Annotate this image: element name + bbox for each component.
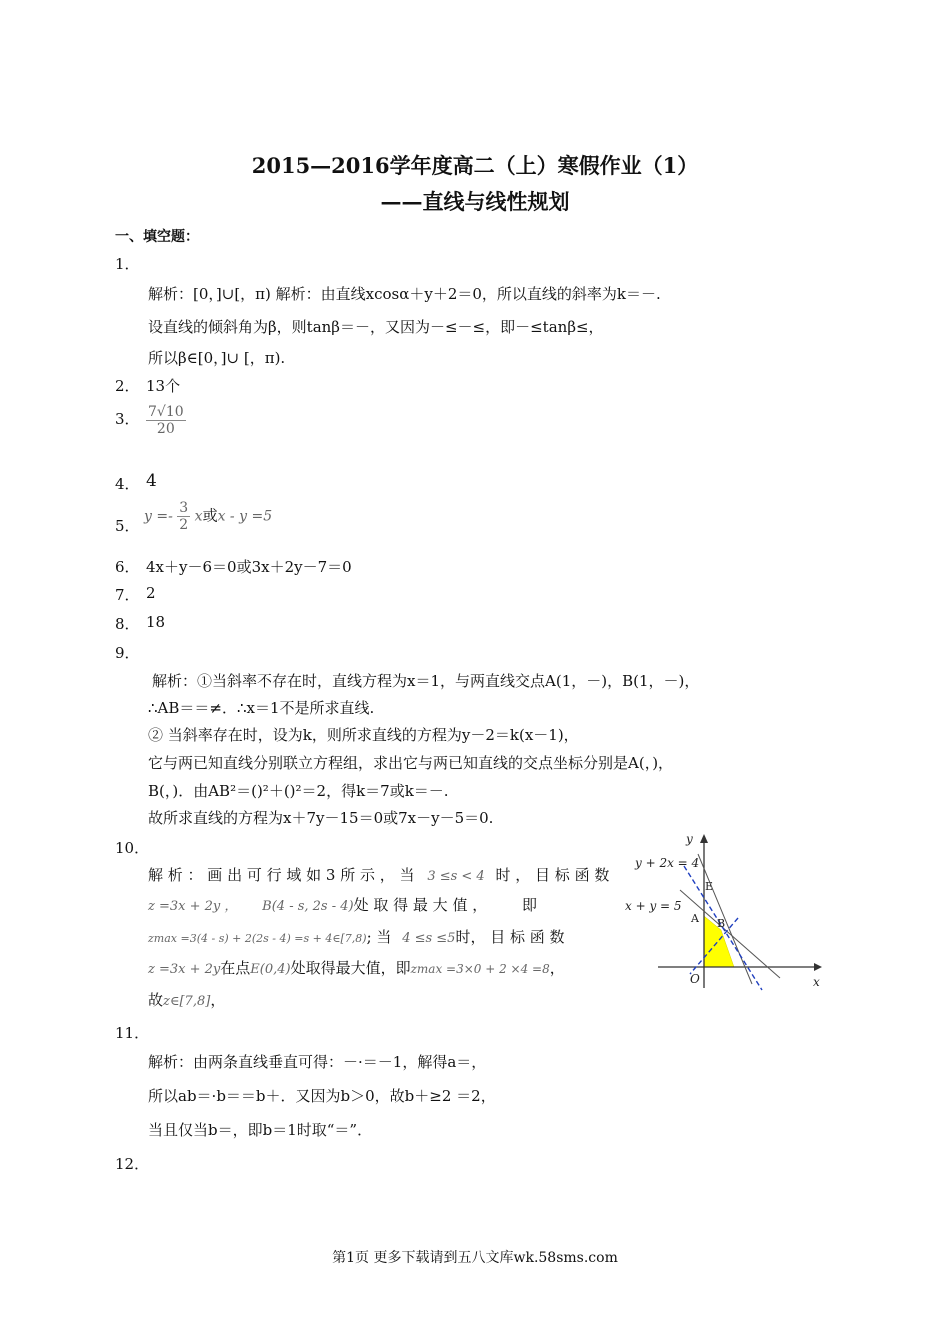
item-number: 6． <box>115 558 140 576</box>
item-number: 1． <box>115 255 140 273</box>
math-run: 3 ≤s < 4 <box>427 869 485 884</box>
page-footer: 第1页 更多下载请到五八文库wk.58sms.com <box>332 1250 618 1266</box>
item-9-line-4: 它与两已知直线分别联立方程组，求出它与两已知直线的交点坐标分别是A(，)， <box>148 754 674 772</box>
math-run: z =3x + 2y <box>148 962 221 977</box>
item-7-answer: 2 <box>146 584 156 602</box>
math-run: B(4 - s, 2s - 4) <box>262 899 354 914</box>
item-11-line-2: 所以ab＝·b＝＝b＋．又因为b＞0，故b＋≥2 ＝2， <box>148 1087 496 1105</box>
x-axis-arrow-icon <box>814 963 822 971</box>
math-run: z =3x + 2y ， <box>148 899 238 914</box>
fraction-denominator: 2 <box>179 517 189 534</box>
item-8-answer: 18 <box>146 613 166 631</box>
feasible-region-figure <box>620 826 830 998</box>
text-run: 解 析 ： 画 出 可 行 域 如 3 所 示 ， 当 <box>148 866 415 884</box>
item-6-answer: 4x＋y－6＝0或3x＋2y－7＝0 <box>146 558 352 576</box>
text-run: 故 <box>148 991 164 1009</box>
math-run: 4 ≤s ≤5 <box>402 931 456 946</box>
item-number: 10． <box>115 839 150 857</box>
item-10-line-4 <box>148 957 565 978</box>
equation-part: x <box>194 508 203 525</box>
item-10-line-2 <box>148 894 537 915</box>
item-10-line-1 <box>148 864 609 885</box>
y-axis-arrow-icon <box>700 834 708 843</box>
text-run: ， <box>549 959 565 977</box>
item-10-line-5 <box>148 989 225 1010</box>
item-number: 2． <box>115 377 140 395</box>
math-run: zmax =3×0 + 2 ×4 =8 <box>410 962 550 976</box>
item-11-line-3: 当且仅当b＝，即b＝1时取“＝”． <box>148 1121 373 1139</box>
point-a-label: A <box>691 912 699 925</box>
conjunction: 或 <box>202 506 218 525</box>
item-9-line-2: ∴AB＝＝≠．∴x＝1不是所求直线. <box>148 699 375 717</box>
item-9-line-3: ② 当斜率存在时，设为k，则所求直线的方程为y－2＝k(x－1)， <box>148 726 579 744</box>
point-b-label: B <box>717 917 726 930</box>
item-9-line-6: 故所求直线的方程为x＋7y－15＝0或7x－y－5＝0. <box>148 809 494 827</box>
item-11-line-1: 解析：由两条直线垂直可得：－·＝－1，解得a＝， <box>148 1053 487 1071</box>
text-run: 处 取 得 最 大 值 ， <box>353 896 488 914</box>
text-run: 时 ， 目 标 函 数 <box>495 866 610 884</box>
text-run: 在点 <box>220 959 251 977</box>
document-title: 2015—2016学年度高二（上）寒假作业（1） <box>251 153 699 178</box>
item-1-line-1: 解析：[0，]∪[，π) 解析：由直线xcosα＋y＋2＝0，所以直线的斜率为k＝－. <box>148 285 661 303</box>
item-1-line-2: 设直线的倾斜角为β，则tanβ＝－，又因为－≤－≤，即－≤tanβ≤， <box>148 318 604 336</box>
equation-part: y =- <box>144 508 173 525</box>
item-5-answer <box>144 500 272 533</box>
item-number: 8． <box>115 615 140 633</box>
document-subtitle: ——直线与线性规划 <box>380 189 570 214</box>
text-run: ， <box>210 991 226 1009</box>
fraction-numerator: 7√10 <box>148 404 184 420</box>
item-number: 12． <box>115 1155 150 1173</box>
section-heading: 一、填空题： <box>115 229 199 245</box>
line-label-2: x + y = 5 <box>625 899 682 913</box>
fraction-denominator: 20 <box>156 421 175 438</box>
item-9-line-1: 解析：①当斜率不存在时，直线方程为x＝1，与两直线交点A(1，－)，B(1，－)， <box>152 672 700 690</box>
text-run: 处取得最大值，即 <box>290 959 411 977</box>
y-axis-label: y <box>686 832 693 846</box>
item-10-line-3 <box>148 926 565 947</box>
text-run: ; 当 <box>366 928 392 946</box>
x-axis-label: x <box>813 975 820 989</box>
fraction-numerator: 3 <box>179 500 189 516</box>
equation-part: x - y =5 <box>217 508 273 525</box>
item-number: 5． <box>115 517 140 535</box>
item-9-line-5: B(，)．由AB²＝()²＋()²＝2，得k＝7或k＝－. <box>148 782 449 800</box>
text-run: 即 <box>522 896 538 914</box>
item-4-answer: 4 <box>146 471 157 491</box>
origin-label: O <box>690 972 700 986</box>
item-number: 3． <box>115 410 140 428</box>
item-3-fraction <box>146 404 186 437</box>
item-number: 9． <box>115 644 140 662</box>
point-e-label: E <box>705 880 714 893</box>
item-number: 4． <box>115 475 140 493</box>
line-label-1: y + 2x = 4 <box>635 856 700 870</box>
math-run: z∈[7,8] <box>163 994 211 1009</box>
item-number: 7． <box>115 586 140 604</box>
math-run: zmax =3(4 - s) + 2(2s - 4) =s + 4∈[7,8) <box>148 932 367 945</box>
math-run: E(0,4) <box>250 962 291 977</box>
item-number: 11． <box>115 1024 150 1042</box>
item-2-answer: 13个 <box>146 377 181 395</box>
text-run: 时， 目 标 函 数 <box>455 928 565 946</box>
item-1-line-3: 所以β∈[0，]∪ [，π). <box>148 349 286 367</box>
